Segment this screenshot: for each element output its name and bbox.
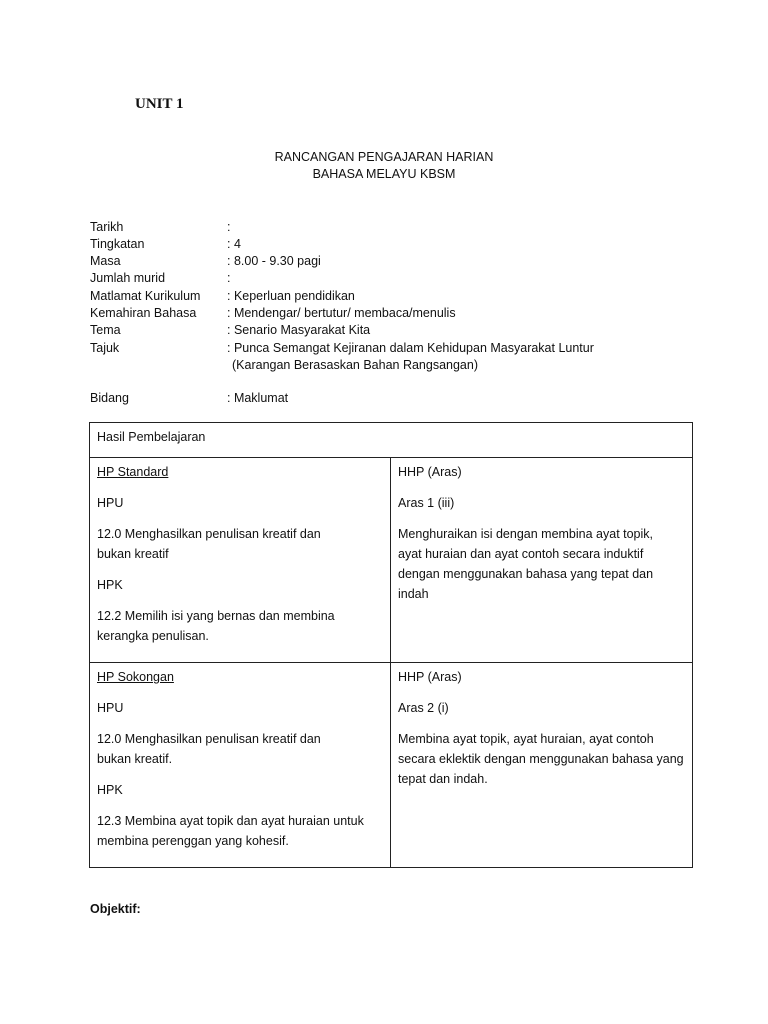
objektif-heading: Objektif: (90, 902, 141, 916)
hpk-text-line: 12.2 Memilih isi yang bernas dan membina (97, 609, 335, 623)
field-value: : Senario Masyarakat Kita (227, 323, 371, 337)
field-label: Jumlah murid (90, 271, 166, 285)
hhp-desc-line: Menghuraikan isi dengan membina ayat topik, (398, 527, 654, 541)
field-label: Masa (90, 254, 121, 268)
field-value: : Keperluan pendidikan (227, 289, 355, 303)
table-title-cell (90, 423, 693, 458)
hhp-desc-line: dengan menggunakan bahasa yang tepat dan (398, 567, 654, 581)
hpk-label: HPK (97, 578, 123, 592)
field-label: Tarikh (90, 220, 124, 234)
hhp-heading: HHP (Aras) (398, 670, 462, 684)
unit-title: UNIT 1 (135, 96, 184, 112)
hhp-aras-cell (391, 663, 693, 868)
hpu-text-line: bukan kreatif (97, 547, 169, 561)
hpu-label: HPU (97, 701, 124, 715)
hpu-label: HPU (97, 496, 124, 510)
field-label: Kemahiran Bahasa (90, 306, 197, 320)
hhp-heading: HHP (Aras) (398, 465, 462, 479)
hpk-label: HPK (97, 783, 123, 797)
hhp-aras-cell (391, 458, 693, 663)
tajuk-continuation: (Karangan Berasaskan Bahan Rangsangan) (232, 358, 479, 372)
hpk-text-line: 12.3 Membina ayat topik dan ayat huraian untuk (97, 814, 364, 828)
field-label: Bidang (90, 391, 129, 405)
heading-line-1: RANCANGAN PENGAJARAN HARIAN (274, 150, 494, 164)
field-value: : Mendengar/ bertutur/ membaca/menulis (227, 306, 456, 320)
field-value: : (227, 271, 231, 285)
heading-line-2: BAHASA MELAYU KBSM (312, 167, 456, 181)
hp-standard-cell (90, 458, 391, 663)
hhp-desc-line: tepat dan indah. (398, 772, 488, 786)
hhp-desc-line: ayat huraian dan ayat contoh secara induktif (398, 547, 644, 561)
hp-sokongan-heading: HP Sokongan (97, 670, 174, 684)
field-label: Matlamat Kurikulum (90, 289, 201, 303)
table-title: Hasil Pembelajaran (97, 430, 206, 444)
aras-label: Aras 1 (iii) (398, 496, 455, 510)
field-value: : 8.00 - 9.30 pagi (227, 254, 321, 268)
hpk-text-line: membina perenggan yang kohesif. (97, 834, 289, 848)
hasil-pembelajaran-table (89, 422, 693, 868)
field-value: : 4 (227, 237, 241, 251)
hpu-text-line: 12.0 Menghasilkan penulisan kreatif dan (97, 527, 321, 541)
hp-sokongan-cell (90, 663, 391, 868)
hpu-text-line: 12.0 Menghasilkan penulisan kreatif dan (97, 732, 321, 746)
hhp-desc-line: indah (398, 587, 429, 601)
field-label: Tajuk (90, 341, 120, 355)
hp-standard-heading: HP Standard (97, 465, 169, 479)
field-value: : Maklumat (227, 391, 289, 405)
hhp-desc-line: Membina ayat topik, ayat huraian, ayat contoh (398, 732, 654, 746)
field-label: Tingkatan (90, 237, 145, 251)
aras-label: Aras 2 (i) (398, 701, 449, 715)
hpu-text-line: bukan kreatif. (97, 752, 173, 766)
field-value: : Punca Semangat Kejiranan dalam Kehidupan Masyarakat Luntur (227, 341, 594, 355)
hhp-desc-line: secara eklektik dengan menggunakan bahasa yang (398, 752, 684, 766)
hpk-text-line: kerangka penulisan. (97, 629, 209, 643)
field-value: : (227, 220, 231, 234)
field-label: Tema (90, 323, 121, 337)
